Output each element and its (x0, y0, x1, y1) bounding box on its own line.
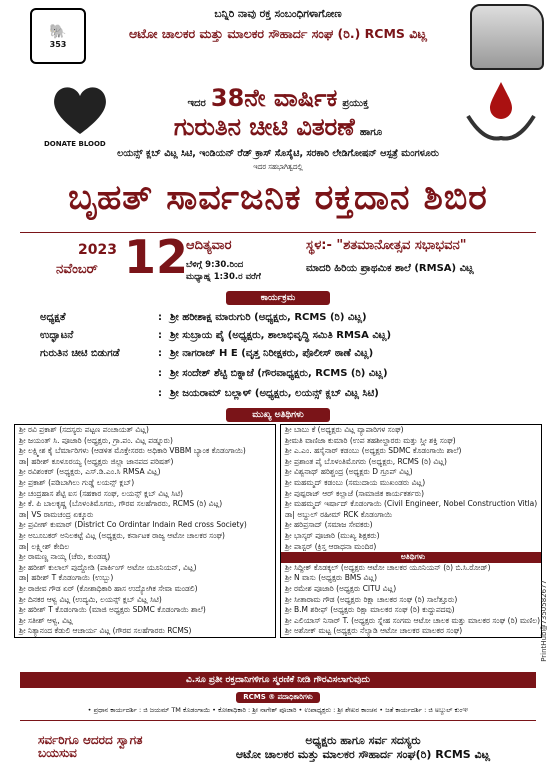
guests-left-list (14, 424, 276, 638)
list-item: ಶ್ರೀ ರವಿಶಂಕರ್ (ಅಧ್ಯಕ್ಷರು, ಎಸ್.ಡಿ.ಎಂ.ಸಿ RMSA ವಿಟ್ಲ) (19, 467, 161, 477)
list-item: ಶ್ರೀ ಹರೀಶ್ ಕುಲಾಲ್ ಪುದ್ದೋಡಿ (ಪಾರ್ಕಿಂಗ್ ಅಟೋ ಯೂನಿಯನ್, ವಿಟ್ಲ) (19, 562, 197, 572)
list-item: ಶ್ರೀ ಅಶೋಕ್ ಮಟ್ಟ (ಅಧ್ಯಕ್ಷರು ನೆಲ್ಯಾಡಿ ಆಟೋ ಚಾಲಕರ ಮಾಲಕರ ಸಂಘ) (285, 626, 463, 636)
printer-watermark: PrintHub@7350582677 (540, 580, 548, 662)
list-item: ಶ್ರೀ ಸಿದ್ದೀಕ್ ಕೊಡಕ್ಕಲ್ (ಅಧ್ಯಕ್ಷರು ಆಟೋ ಚಾಲಕರ ಯೂನಿಯನ್ (ರಿ) ಬಿ.ಸಿ.ರೋಡ್) (285, 562, 491, 572)
list-item: ಶ್ರೀ ಪಾಸ್ಟರ್ (ಕ್ರಿಸ್ತ ಆರಾಧನಾ ಮಂದಿರ) (285, 541, 377, 551)
signature-block (190, 734, 536, 762)
list-item: ಶ್ರೀ ಎಲಿಯಾಸ್ ನಿಸಾರ್ T. (ಅಧ್ಯಕ್ಷರು ಸ್ನೇಹ ಸಂಗಮ ಆಟೋ ಚಾಲಕ ಮತ್ತು ಮಾಲಕರ ಸಂಘ (ರಿ) ಮಣಿಲ) (285, 615, 541, 625)
list-item: ಶ್ರೀ ಹರೀಶ್ T ಕೊಡಂಗಾಯಿ (ಮಾಜಿ ಅಧ್ಯಕ್ಷರು SDMC ಕೊಡಂಗಾಯಿ ಶಾಲೆ) (19, 605, 206, 615)
officers-line: • ಪ್ರಧಾನ ಕಾರ್ಯದರ್ಶಿ : ಜಿ ಜಯಮ್ TM ಕೊಡಂಗಾಯಿ • ಕೋಶಾಧಿಕಾರಿ : ಶ್ರೀ ನಾಗೇಶ್ ಪೂಜಾರಿ • ಉಪಾಧ್ಯಕ್ಷರು : ಶ್ರೀ ಶೇಖರ ಕಾಂಚನ • ಜತೆ ಕಾರ್ಯದರ್ಶಿ : ಜಿ ಅಬ್ದುಲ್ ಕುಂಞ (87, 706, 469, 714)
time-start: ಬೆಳಿಗ್ಗೆ 9:30.ರಿಂದ (186, 260, 244, 270)
list-item: ಶ್ರೀ ಪ್ರಶಾಂತ ಪೈ ಬೊಳಂತಿಮೊಗರು (ಅಧ್ಯಕ್ಷರು, RCMS (ರಿ) ವಿಟ್ಲ) (285, 456, 447, 466)
id-card-line: ಗುರುತಿನ ಚೀಟಿ ವಿತರಣೆ ಹಾಗೂ (173, 113, 383, 141)
list-item: ಶ್ರೀ ಭಾಸ್ಕರ್ ಪೂಜಾರಿ (ಮುಖ್ಯ ಶಿಕ್ಷಕರು) (285, 530, 380, 540)
list-item: ಶ್ರೀ ದಿನಕರ ಆಳ್ವ ವಿಟ್ಲ (ಉದ್ಯಮಿ, ಲಯನ್ಸ್ ಕ್ಲಬ್ ವಿಟ್ಲ ಸಿಟಿ) (19, 594, 162, 604)
list-item: ಶ್ರೀ ಹರಿಪ್ರಸಾದ್ (ಸಮಾಜ ಸೇವಕರು) (285, 520, 373, 530)
list-item: ಶ್ರೀ ಪ್ರಕಾಶ್ (ಪಡಿಬಾಗಿಲು ಗುಡ್ಡೆ ಲಯನ್ಸ್ ಕ್ಲಬ್) (19, 477, 135, 487)
org-logo-badge: 🐘 353 (30, 8, 86, 64)
guests-right-list (280, 424, 542, 638)
list-item: ಶ್ರೀ ರಾಜೀವ ಗೌಡ ಏರ್ (ಕೋಶಾಧಿಕಾರಿ ಹಾಸ ಉದ್ಯೋಗಿಕ ಸೇವಾ ಮಂಡಲಿ) (19, 583, 198, 593)
signature-line-2: ಆಟೋ ಚಾಲಕರ ಮತ್ತು ಮಾಲಕರ ಸೌಹಾರ್ದ ಸಂಘ(ರಿ) RCMS ವಿಟ್ಲ (235, 748, 491, 761)
camp-title: ಬೃಹತ್ ಸಾರ್ವಜನಿಕ ರಕ್ತದಾನ ಶಿಬಿರ (68, 178, 488, 218)
donate-blood-label: DONATE BLOOD (44, 140, 106, 148)
list-item: ಡಾ| ಲಕ್ಷ್ಮೀಶ್ ಕೇದಿಲ (19, 541, 70, 551)
badge-number: 353 (49, 39, 67, 49)
date-year: 2023 (78, 242, 117, 258)
welcome-text: ಸರ್ವರಿಗೂ ಆದರದ ಸ್ವಾಗತ ಬಯಸುವ (38, 733, 143, 760)
list-item: ಶ್ರೀ ರವಿ ಪ್ರಕಾಶ್ (ಸದಸ್ಯರು ಪಟ್ಟಣ ಪಂಚಾಯತ್ ವಿಟ್ಲ) (19, 425, 149, 434)
list-item: ಶ್ರೀ ಕೆ. ಪಿ ಬಾಲಕೃಷ್ಣ (ಬೊಳಂತಿಮೊಗರು, ಗೌರವ ಸಲಹೆಗಾರರು, RCMS (ರಿ) ವಿಟ್ಲ) (19, 499, 223, 509)
venue-address: ಮಾದರಿ ಹಿರಿಯ ಪ್ರಾಥಮಿಕ ಶಾಲೆ (RMSA) ವಿಟ್ಲ (306, 263, 474, 274)
anniversary-number: 38ನೇ ವಾರ್ಷಿಕ (210, 84, 338, 112)
partners-line: ಲಯನ್ಸ್ ಕ್ಲಬ್ ವಿಟ್ಲ ಸಿಟಿ, ಇಂಡಿಯನ್ ರೆಡ್ ಕ್ರಾಸ್ ಸೊಸೈಟಿ, ಸರಕಾರಿ ಲೇಡಿಗೋಷನ್ ಆಸ್ಪತ್ರೆ ಮಂಗಳೂರು (117, 148, 439, 159)
list-item: ಶ್ರೀ ಎ.ಎಂ. ಹಸೈನಾರ್ ಕಡಂಬು (ಅಧ್ಯಕ್ಷರು SDMC ಕೊಡಂಗಾಯಿ ಶಾಲೆ) (285, 446, 462, 456)
notice-bar: ವಿ.ಸೂ ಪ್ರತೀ ರಕ್ತದಾನಿಗಳಿಗೂ ಸ್ಮರಣಿಕೆ ನೀಡಿ ಗೌರವಿಸಲಾಗುವುದು (20, 672, 536, 688)
anniversary-line: ಇದರ 38ನೇ ವಾರ್ಷಿಕ ಪ್ರಯುಕ್ತ (187, 84, 369, 112)
list-item: ಶ್ರೀ B.M ಶರೀಫ್ (ಅಧ್ಯಕ್ಷರು ರಿಕ್ಷಾ ಮಾಲಕರ ಸಂಘ (ರಿ) ಕುದ್ದುಪದವು) (285, 605, 455, 615)
list-item: ಶ್ರೀ N ವಾಸು (ಅಧ್ಯಕ್ಷರು BMS ವಿಟ್ಲ) (285, 573, 378, 583)
date-month: ನವೆಂಬರ್ (56, 262, 98, 277)
list-item: ಶ್ರೀ ಸೀತಾರಾಮ ಗೌಡ (ಅಧ್ಯಕ್ಷರು ರಿಕ್ಷಾ ಚಾಲಕರ ಸಂಘ (ರಿ) ಸಾಲೆತ್ತೂರು) (285, 594, 458, 604)
list-item: ಶ್ರೀಮತಿ ವಾಣಿಜಾ ಕುಮಾರಿ (ಉಪ ತಹಶೀಲ್ದಾರರು ಮತ್ತು ಸ್ತ್ರೀ ಶಕ್ತಿ ಸಂಘ) (285, 435, 456, 445)
subheading-guests: ಅತಿಥಿಗಳು (281, 552, 541, 563)
guests-heading: ಮುಖ್ಯ ಅತಿಥಿಗಳು (226, 408, 330, 422)
list-item: ಶ್ರೀ ಬಾಬು ಕೆ (ಅಧ್ಯಕ್ಷರು ವಿಟ್ಲ ವ್ಯಾಪಾರಿಗಳ ಸಂಘ) (285, 425, 404, 434)
tagline: ಬನ್ನಿರಿ ನಾವು ರಕ್ತ ಸಂಬಂಧಿಗಳಾಗೋಣ (214, 8, 342, 20)
date-block (40, 230, 300, 288)
list-item: ಶ್ರೀ ಪುಷ್ಪರಾಜ್ ಆರ್ ಕಲ್ಲಾಜೆ (ಸಾಮಾಜಿಕ ಕಾರ್ಯಕರ್ತರು) (285, 488, 425, 498)
list-item: ಶ್ರೀ ಲಕ್ಷ್ಮೀಶ ಕೈ ಬೆರ್ಮಾರಿಗಳು (ಆಡಳಿತ ಮೊಕ್ತೇಸರರು ಅಧಿಕಾರಿ VBBM ಬ್ಯಾಂಕ ಕೊಡಂಗಾಯಿ) (19, 446, 246, 456)
divider (20, 232, 536, 233)
list-item: ಡಾ| ಅಬ್ದುಲ್ ರಹೀಮ್ RCK ಕೊಡಂಗಾಯಿ (285, 509, 393, 519)
venue-block (306, 238, 546, 274)
list-item: ಡಾ| ಹರೀಶ್ ಕೂಳೂರಯ್ಯ (ಅಧ್ಯಕ್ಷರು ಜಿಲ್ಲಾ ಜಾನಪದ ಪರಿಷತ್) (19, 456, 174, 466)
list-item: ಶ್ರೀ ಸತೀಶ್ ಆಳ್ವ, ವಿಟ್ಲ (19, 615, 73, 625)
org-name: ಆಟೋ ಚಾಲಕರ ಮತ್ತು ಮಾಲಕರ ಸೌಹಾರ್ದ ಸಂಘ (ರಿ.) RCMS ವಿಟ್ಲ (128, 26, 427, 41)
partners-sub: ಇದರ ಸಹಭಾಗಿತ್ವದಲ್ಲಿ (253, 163, 303, 171)
list-item: ಶ್ರೀ ಚಂದ್ರಹಾಸ ಶೆಟ್ಟಿ ಐಸ (ಸಹಕಾರ ಸಂಘ, ಲಯನ್ಸ್ ಕ್ಲಬ್ ವಿಟ್ಲ ಸಿಟಿ) (19, 488, 184, 498)
venue-label: ಸ್ಥಳ:- "ಶತಮಾನೋತ್ಸವ ಸಭಾಭವನ" (306, 238, 467, 253)
poster: 🐘 353 ಬನ್ನಿರಿ ನಾವು ರಕ್ತ ಸಂಬಂಧಿಗಳಾಗೋಣ ಆಟೋ ಚಾಲಕರ ಮತ್ತು ಮಾಲಕರ ಸೌಹಾರ್ದ ಸಂಘ (ರಿ.) RCMS ವಿಟ್ಲ DONATE BLOOD ಇದರ 38ನೇ ವಾರ್ಷಿಕ ಪ್ರಯುಕ್ತ ಗುರುತಿನ ಚೀಟಿ ವಿತರಣೆ ಹಾಗೂ ಲಯನ್ಸ್ ಕ್ಲಬ್ ವಿಟ್ಲ ಸಿಟಿ, ಇಂಡಿಯನ್ ರೆಡ್ ಕ್ರಾಸ್ ಸೊಸೈಟಿ, ಸರಕಾರಿ ಲೇಡಿಗೋಷನ್ ಆಸ್ಪತ್ರೆ ಮಂಗಳೂರು ಇದರ ಸಹಭಾಗಿತ್ವದಲ್ಲಿ ಬೃಹತ್ ಸಾರ್ವಜನಿಕ ರಕ್ತದಾನ ಶಿಬಿರ 2023 ನವೆಂಬರ್ 12 ಆದಿತ್ಯವಾರ ಬೆಳಿಗ್ಗೆ 9:30.ರಿಂದ ಮಧ್ಯಾಹ್ನ 1:30.ರ ವರೆಗೆ ಸ್ಥಳ:- "ಶತಮಾನೋತ್ಸವ ಸಭಾಭವನ" ಮಾದರಿ ಹಿರಿಯ ಪ್ರಾಥಮಿಕ ಶಾಲೆ (RMSA) ವಿಟ್ಲ ಕಾರ್ಯಕ್ರಮ ಅಧ್ಯಕ್ಷತೆ : ಶ್ರೀ ಹರೀಶಾಕ್ಷ ಮಾರುಗುರಿ (ಅಧ್ಯಕ್ಷರು, RCMS (ರಿ) ವಿಟ್ಲ) ಉದ್ಘಾಟನೆ : ಶ್ರೀ ಸುಬ್ರಾಯ ಪೈ (ಅಧ್ಯಕ್ಷರು, ಶಾಲಾಭಿವೃದ್ಧಿ ಸಮಿತಿ RMSA ವಿಟ್ಲ) ಗುರುತಿನ ಚೀಟಿ ಬಿಡುಗಡೆ : ಶ್ರೀ ನಾಗರಾಜ್ H E (ವೃತ್ತ ನಿರೀಕ್ಷಕರು, ಪೊಲೀಸ್ ಠಾಣೆ ವಿಟ್ಲ) : ಶ್ರೀ ಸಂದೇಶ್ ಶೆಟ್ಟಿ ಬಿಕ್ನಾಜೆ (ಗೌರವಾಧ್ಯಕ್ಷರು, RCMS (ರಿ) ವಿಟ್ಲ) : ಶ್ರೀ ಜಯರಾಮ್ ಬಲ್ಲಾಳ್ (ಅಧ್ಯಕ್ಷರು, ಲಯನ್ಸ್ ಕ್ಲಬ್ ವಿಟ್ಲ ಸಿಟಿ) ಮುಖ್ಯ ಅತಿಥಿಗಳು ಶ್ರೀ ರವಿ ಪ್ರಕಾಶ್ (ಸದಸ್ಯರು ಪಟ್ಟಣ ಪಂಚಾಯತ್ ವಿಟ್ಲ) ಶ್ರೀ ಜಯಂತ್ ಸಿ. ಪೂಜಾರಿ (ಅಧ್ಯಕ್ಷರು, ಗ್ರಾ.ಪಂ. ವಿಟ್ಲ ಪಡ್ನೂರು) ಶ್ರೀ ಲಕ್ಷ್ಮೀಶ ಕೈ ಬೆರ್ಮಾರಿಗಳು (ಆಡಳಿತ ಮೊಕ್ತೇಸರರು ಅಧಿಕಾರಿ VBBM ಬ್ಯಾಂಕ ಕೊಡಂಗಾಯಿ) ಡಾ| ಹರೀಶ್ ಕೂಳೂರಯ್ಯ (ಅಧ್ಯಕ್ಷರು ಜಿಲ್ಲಾ ಜಾನಪದ ಪರಿಷತ್) ಶ್ರೀ ರವಿಶಂಕರ್ (ಅಧ್ಯಕ್ಷರು, ಎಸ್.ಡಿ.ಎಂ.ಸಿ RMSA ವಿಟ್ಲ) ಶ್ರೀ ಪ್ರಕಾಶ್ (ಪಡಿಬಾಗಿಲು ಗುಡ್ಡೆ ಲಯನ್ಸ್ ಕ್ಲಬ್) ಶ್ರೀ ಚಂದ್ರಹಾಸ ಶೆಟ್ಟಿ ಐಸ (ಸಹಕಾರ ಸಂಘ, ಲಯನ್ಸ್ ಕ್ಲಬ್ ವಿಟ್ಲ ಸಿಟಿ) ಶ್ರೀ ಕೆ. ಪಿ ಬಾಲಕೃಷ್ಣ (ಬೊಳಂತಿಮೊಗರು, ಗೌರವ ಸಲಹೆಗಾರರು, RCMS (ರಿ) ವಿಟ್ಲ) ಡಾ| VS ರಾಮಚಂದ್ರ ಏಕ್ಕೂರು ಶ್ರೀ ಪ್ರವೀಣ್ ಕುಮಾರ್ (District Co Ordintar Indain Red cross Society) ಶ್ರೀ ಅಬೂಬಕರ್ ಅನಿಲಕಟ್ಟೆ ವಿಟ್ಲ (ಅಧ್ಯಕ್ಷರು, ಕರ್ನಾಟಕ ರಾಜ್ಯ ಆಟೋ ಚಾಲಕರ ಸಂಘ) ಡಾ| ಲಕ್ಷ್ಮೀಶ್ ಕೇದಿಲ ಶ್ರೀ ರಾಮಣ್ಣ ನಾಯ್ಕ (ಚೆರು, ಕುಂಡಡ್ಕ) ಶ್ರೀ ಹರೀಶ್ ಕುಲಾಲ್ ಪುದ್ದೋಡಿ (ಪಾರ್ಕಿಂಗ್ ಅಟೋ ಯೂನಿಯನ್, ವಿಟ್ಲ) ಡಾ| ಹರೀಶ್ T ಕೊಡಂಗಾಯಿ (ಉಬ್ಬು) ಶ್ರೀ ರಾಜೀವ ಗೌಡ ಏರ್ (ಕೋಶಾಧಿಕಾರಿ ಹಾಸ ಉದ್ಯೋಗಿಕ ಸೇವಾ ಮಂಡಲಿ) ಶ್ರೀ ದಿನಕರ ಆಳ್ವ ವಿಟ್ಲ (ಉದ್ಯಮಿ, ಲಯನ್ಸ್ ಕ್ಲಬ್ ವಿಟ್ಲ ಸಿಟಿ) ಶ್ರೀ ಹರೀಶ್ T ಕೊಡಂಗಾಯಿ (ಮಾಜಿ ಅಧ್ಯಕ್ಷರು SDMC ಕೊಡಂಗಾಯಿ ಶಾಲೆ) ಶ್ರೀ ಸತೀಶ್ ಆಳ್ವ, ವಿಟ್ಲ ಶ್ರೀ ನಿತ್ಯಾನಂದ ಕೆಡುಲಿ ಆಚಾರ್ಯ ವಿಟ್ಲ (ಗೌರವ ಸಲಹೆಗಾರರು RCMS) ಶ್ರೀ ಬಾಬು ಕೆ (ಅಧ್ಯಕ್ಷರು ವಿಟ್ಲ ವ್ಯಾಪಾರಿಗಳ ಸಂಘ) ಶ್ರೀಮತಿ ವಾಣಿಜಾ ಕುಮಾರಿ (ಉಪ ತಹಶೀಲ್ದಾರರು ಮತ್ತು ಸ್ತ್ರೀ ಶಕ್ತಿ ಸಂಘ) ಶ್ರೀ ಎ.ಎಂ. ಹಸೈನಾರ್ ಕಡಂಬು (ಅಧ್ಯಕ್ಷರು SDMC ಕೊಡಂಗಾಯಿ ಶಾಲೆ) ಶ್ರೀ ಪ್ರಶಾಂತ ಪೈ ಬೊಳಂತಿಮೊಗರು (ಅಧ್ಯಕ್ಷರು, RCMS (ರಿ) ವಿಟ್ಲ) ಶ್ರೀ ವಿಶ್ವನಾಥ್ ಹರಿಶ್ಚಂದ್ರ (ಅಧ್ಯಕ್ಷರು D ಗ್ರೂಪ್ ವಿಟ್ಲ) ಶ್ರೀ ಮಹಮ್ಮದ್ ಕಡಂಬು (ಸಮುದಾಯ ಮುಖಂಡರು ವಿಟ್ಲ) ಶ್ರೀ ಪುಷ್ಪರಾಜ್ ಆರ್ ಕಲ್ಲಾಜೆ (ಸಾಮಾಜಿಕ ಕಾರ್ಯಕರ್ತರು) ಶ್ರೀ ಮಹಮ್ಮದ್ ಇರ್ಷಾದ್ ಕೊಡಂಗಾಯಿ (Civil Engineer, Nobel Construction Vitla) ಡಾ| ಅಬ್ದುಲ್ ರಹೀಮ್ RCK ಕೊಡಂಗಾಯಿ ಶ್ರೀ ಹರಿಪ್ರಸಾದ್ (ಸಮಾಜ ಸೇವಕರು) ಶ್ರೀ ಭಾಸ್ಕರ್ ಪೂಜಾರಿ (ಮುಖ್ಯ ಶಿಕ್ಷಕರು) ಶ್ರೀ ಪಾಸ್ಟರ್ (ಕ್ರಿಸ್ತ ಆರಾಧನಾ ಮಂದಿರ) ಅತಿಥಿಗಳು ಶ್ರೀ ಸಿದ್ದೀಕ್ ಕೊಡಕ್ಕಲ್ (ಅಧ್ಯಕ್ಷರು ಆಟೋ ಚಾಲಕರ ಯೂನಿಯನ್ (ರಿ) ಬಿ.ಸಿ.ರೋಡ್) ಶ್ರೀ N ವಾಸು (ಅಧ್ಯಕ್ಷರು BMS ವಿಟ್ಲ) ಶ್ರೀ ರಮೇಶ ಪೂಜಾರಿ (ಅಧ್ಯಕ್ಷರು CITU ವಿಟ್ಲ) ಶ್ರೀ ಸೀತಾರಾಮ ಗೌಡ (ಅಧ್ಯಕ್ಷರು ರಿಕ್ಷಾ ಚಾಲಕರ ಸಂಘ (ರಿ) ಸಾಲೆತ್ತೂರು) ಶ್ರೀ B.M ಶರೀಫ್ (ಅಧ್ಯಕ್ಷರು ರಿಕ್ಷಾ ಮಾಲಕರ ಸಂಘ (ರಿ) ಕುದ್ದುಪದವು) ಶ್ರೀ ಎಲಿಯಾಸ್ ನಿಸಾರ್ T. (ಅಧ್ಯಕ್ಷರು ಸ್ನೇಹ ಸಂಗಮ ಆಟೋ ಚಾಲಕ ಮತ್ತು ಮಾಲಕರ ಸಂಘ (ರಿ) ಮಣಿಲ) ಶ್ರೀ ಅಶೋಕ್ ಮಟ್ಟ (ಅಧ್ಯಕ್ಷರು ನೆಲ್ಯಾಡಿ ಆಟೋ ಚಾಲಕರ ಮಾಲಕರ ಸಂಘ) ವಿ.ಸೂ ಪ್ರತೀ ರಕ್ತದಾನಿಗಳಿಗೂ ಸ್ಮರಣಿಕೆ ನೀಡಿ ಗೌರವಿಸಲಾಗುವುದು RCMS ® ಪದಾಧಿಕಾರಿಗಳು • ಪ್ರಧಾನ ಕಾರ್ಯದರ್ಶಿ : ಜಿ ಜಯಮ್ TM ಕೊಡಂಗಾಯಿ • ಕೋಶಾಧಿಕಾರಿ : ಶ್ರೀ ನಾಗೇಶ್ ಪೂಜಾರಿ • ಉಪಾಧ್ಯಕ್ಷರು : ಶ್ರೀ ಶೇಖರ ಕಾಂಚನ • ಜತೆ ಕಾರ್ಯದರ್ಶಿ : ಜಿ ಅಬ್ದುಲ್ ಕುಂಞ ಸರ್ವರಿಗೂ ಆದರದ ಸ್ವಾಗತ ಬಯಸುವ ಅಧ್ಯಕ್ಷರು ಹಾಗೂ ಸರ್ವ ಸದಸ್ಯರು ಆಟೋ ಚಾಲಕರ ಮತ್ತು ಮಾಲಕರ ಸೌಹಾರ್ದ ಸಂಘ(ರಿ) RCMS ವಿಟ್ಲ PrintHub@7350582677 (0, 0, 556, 764)
time-end: ಮಧ್ಯಾಹ್ನ 1:30.ರ ವರೆಗೆ (186, 272, 261, 282)
signature-line-1: ಅಧ್ಯಕ್ಷರು ಹಾಗೂ ಸರ್ವ ಸದಸ್ಯರು (305, 734, 421, 747)
program-heading: ಕಾರ್ಯಕ್ರಮ (226, 291, 330, 305)
list-item: ಶ್ರೀ ಪ್ರವೀಣ್ ಕುಮಾರ್ (District Co Ordintar Indain Red cross Society) (19, 520, 247, 530)
list-item: ಡಾ| VS ರಾಮಚಂದ್ರ ಏಕ್ಕೂರು (19, 509, 94, 519)
rcms-officers-label: RCMS ® ಪದಾಧಿಕಾರಿಗಳು (236, 692, 320, 703)
list-item: ಶ್ರೀ ವಿಶ್ವನಾಥ್ ಹರಿಶ್ಚಂದ್ರ (ಅಧ್ಯಕ್ಷರು D ಗ್ರೂಪ್ ವಿಟ್ಲ) (285, 467, 413, 477)
date-weekday: ಆದಿತ್ಯವಾರ (186, 238, 232, 253)
list-item: ಶ್ರೀ ಅಬೂಬಕರ್ ಅನಿಲಕಟ್ಟೆ ವಿಟ್ಲ (ಅಧ್ಯಕ್ಷರು, ಕರ್ನಾಟಕ ರಾಜ್ಯ ಆಟೋ ಚಾಲಕರ ಸಂಘ) (19, 530, 225, 540)
list-item: ಶ್ರೀ ರಮೇಶ ಪೂಜಾರಿ (ಅಧ್ಯಕ್ಷರು CITU ವಿಟ್ಲ) (285, 583, 397, 593)
list-item: ಶ್ರೀ ಜಯಂತ್ ಸಿ. ಪೂಜಾರಿ (ಅಧ್ಯಕ್ಷರು, ಗ್ರಾ.ಪಂ. ವಿಟ್ಲ ಪಡ್ನೂರು) (19, 435, 173, 445)
date-day: 12 (124, 230, 189, 284)
list-item: ಶ್ರೀ ರಾಮಣ್ಣ ನಾಯ್ಕ (ಚೆರು, ಕುಂಡಡ್ಕ) (19, 552, 111, 562)
list-item: ಡಾ| ಹರೀಶ್ T ಕೊಡಂಗಾಯಿ (ಉಬ್ಬು) (19, 573, 114, 583)
list-item: ಶ್ರೀ ನಿತ್ಯಾನಂದ ಕೆಡುಲಿ ಆಚಾರ್ಯ ವಿಟ್ಲ (ಗೌರವ ಸಲಹೆಗಾರರು RCMS) (19, 626, 192, 636)
list-item: ಶ್ರೀ ಮಹಮ್ಮದ್ ಇರ್ಷಾದ್ ಕೊಡಂಗಾಯಿ (Civil Engineer, Nobel Construction Vitla) (285, 499, 538, 509)
list-item: ಶ್ರೀ ಮಹಮ್ಮದ್ ಕಡಂಬು (ಸಮುದಾಯ ಮುಖಂಡರು ವಿಟ್ಲ) (285, 477, 426, 487)
divider (20, 720, 536, 721)
id-card-title: ಗುರುತಿನ ಚೀಟಿ ವಿತರಣೆ (173, 113, 355, 141)
